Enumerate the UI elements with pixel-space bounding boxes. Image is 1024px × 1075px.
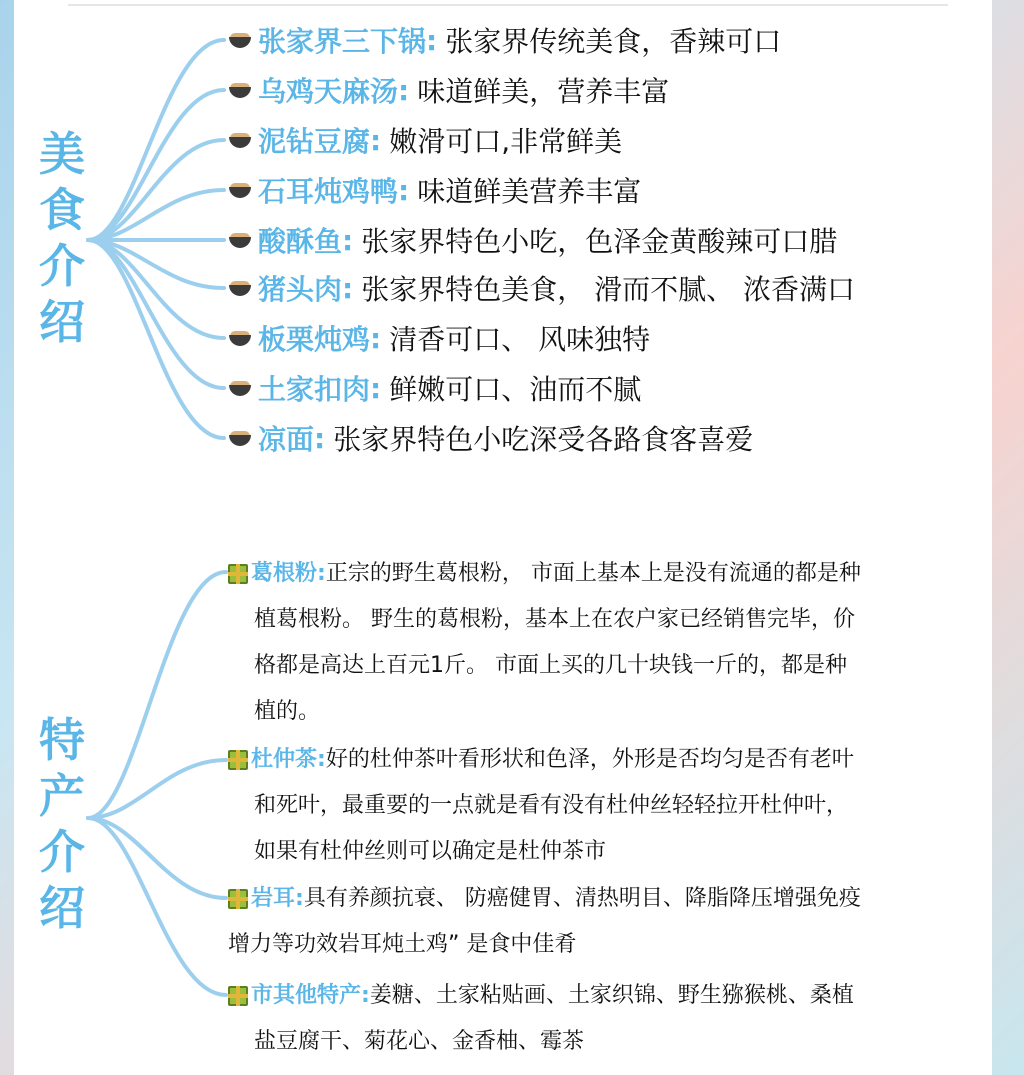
food-item xyxy=(228,316,650,360)
connector-line xyxy=(88,240,224,438)
specialty-text-line: 植葛根粉。 野生的葛根粉，基本上在农户家已经销售完毕，价 xyxy=(254,607,855,632)
food-name: 凉面 xyxy=(258,423,315,456)
food-item xyxy=(228,168,641,212)
food-colon: : xyxy=(370,123,382,157)
food-item xyxy=(228,366,641,410)
connector-line xyxy=(88,760,226,818)
specialty-title-char: 产 xyxy=(39,769,85,823)
gift-box-icon xyxy=(228,564,248,584)
bowl-icon xyxy=(228,277,252,299)
specialty-colon: : xyxy=(317,747,326,772)
food-description: 张家界特色小吃深受各路食客喜爱 xyxy=(333,423,754,456)
specialty-name: 葛根粉 xyxy=(251,561,318,586)
specialty-title-char: 介 xyxy=(39,825,85,879)
specialty-item xyxy=(228,551,861,735)
bowl-icon xyxy=(228,229,252,251)
specialty-text-line: 和死叶，最重要的一点就是看有没有杜仲丝轻轻拉开杜仲叶， xyxy=(254,793,849,818)
food-colon: : xyxy=(342,271,354,305)
specialty-name: 杜仲茶 xyxy=(251,747,318,772)
specialty-title-char: 特 xyxy=(39,713,85,767)
food-title-char: 食 xyxy=(39,183,85,237)
food-colon: : xyxy=(398,73,410,107)
food-description: 鲜嫩可口、油而不腻 xyxy=(389,373,642,406)
specialty-name: 岩耳 xyxy=(251,886,296,911)
food-description: 张家界传统美食，香辣可口 xyxy=(445,25,782,58)
specialty-item xyxy=(228,876,861,968)
food-colon: : xyxy=(426,23,438,57)
food-item xyxy=(228,218,837,262)
food-colon: : xyxy=(398,173,410,207)
bowl-icon xyxy=(228,327,252,349)
gift-box-icon xyxy=(228,986,248,1006)
connector-line xyxy=(88,818,226,995)
food-item xyxy=(228,416,753,460)
connector-line xyxy=(88,572,226,818)
specialty-colon: : xyxy=(317,561,326,586)
food-description: 嫩滑可口,非常鲜美 xyxy=(389,125,623,158)
food-name: 张家界三下锅 xyxy=(258,25,427,58)
food-name: 板栗炖鸡 xyxy=(258,323,371,356)
connector-line xyxy=(88,240,224,388)
specialty-item xyxy=(228,737,854,875)
specialty-text-line: 盐豆腐干、菊花心、金香柚、霉茶 xyxy=(254,1029,585,1054)
specialty-text-line: 具有养颜抗衰、 防癌健胃、清热明目、降脂降压增强免疫 xyxy=(303,886,861,911)
food-description: 张家界特色美食， 滑而不腻、 浓香满口 xyxy=(361,273,856,306)
bowl-icon xyxy=(228,129,252,151)
specialty-title-char: 绍 xyxy=(39,881,85,935)
specialty-text-line: 格都是高达上百元1斤。 市面上买的几十块钱一斤的，都是种 xyxy=(254,653,847,678)
food-item xyxy=(228,18,781,62)
food-name: 乌鸡天麻汤 xyxy=(258,75,399,108)
gift-box-icon xyxy=(228,750,248,770)
food-colon: : xyxy=(314,421,326,455)
food-name: 泥钻豆腐 xyxy=(258,125,371,158)
food-item xyxy=(228,266,855,310)
food-description: 张家界特色小吃，色泽金黄酸辣可口腊 xyxy=(361,225,838,258)
food-title-char: 绍 xyxy=(39,295,85,349)
food-item xyxy=(228,68,669,112)
food-item xyxy=(228,118,622,162)
food-colon: : xyxy=(370,371,382,405)
food-name: 石耳炖鸡鸭 xyxy=(258,175,399,208)
specialty-text-line: 正宗的野生葛根粉， 市面上基本上是没有流通的都是种 xyxy=(325,561,861,586)
food-section-title xyxy=(32,126,92,350)
food-colon: : xyxy=(342,223,354,257)
food-name: 猪头肉 xyxy=(258,273,343,306)
food-description: 清香可口、 风味独特 xyxy=(389,323,651,356)
bowl-icon xyxy=(228,377,252,399)
bowl-icon xyxy=(228,179,252,201)
specialty-text-line: 如果有杜仲丝则可以确定是杜仲茶市 xyxy=(254,839,607,864)
specialty-colon: : xyxy=(295,886,304,911)
specialty-text-line: 植的。 xyxy=(254,699,321,724)
food-name: 土家扣肉 xyxy=(258,373,371,406)
specialty-text-line: 增力等功效岩耳炖土鸡” 是食中佳肴 xyxy=(228,932,577,957)
specialty-name: 市其他特产 xyxy=(251,983,362,1008)
specialty-text-line: 姜糖、土家粘贴画、土家织锦、野生猕猴桃、桑植 xyxy=(369,983,854,1008)
gift-box-icon xyxy=(228,889,248,909)
food-name: 酸酥鱼 xyxy=(258,225,343,258)
food-description: 味道鲜美，营养丰富 xyxy=(417,75,670,108)
specialty-text-line: 好的杜仲茶叶看形状和色泽，外形是否均匀是否有老叶 xyxy=(325,747,854,772)
bowl-icon xyxy=(228,29,252,51)
food-description: 味道鲜美营养丰富 xyxy=(417,175,642,208)
food-title-char: 美 xyxy=(39,127,85,181)
food-title-char: 介 xyxy=(39,239,85,293)
bowl-icon xyxy=(228,79,252,101)
bowl-icon xyxy=(228,427,252,449)
specialty-colon: : xyxy=(361,983,370,1008)
connector-line xyxy=(88,90,224,240)
food-colon: : xyxy=(370,321,382,355)
specialty-item xyxy=(228,973,854,1065)
specialty-section-title xyxy=(32,712,92,936)
